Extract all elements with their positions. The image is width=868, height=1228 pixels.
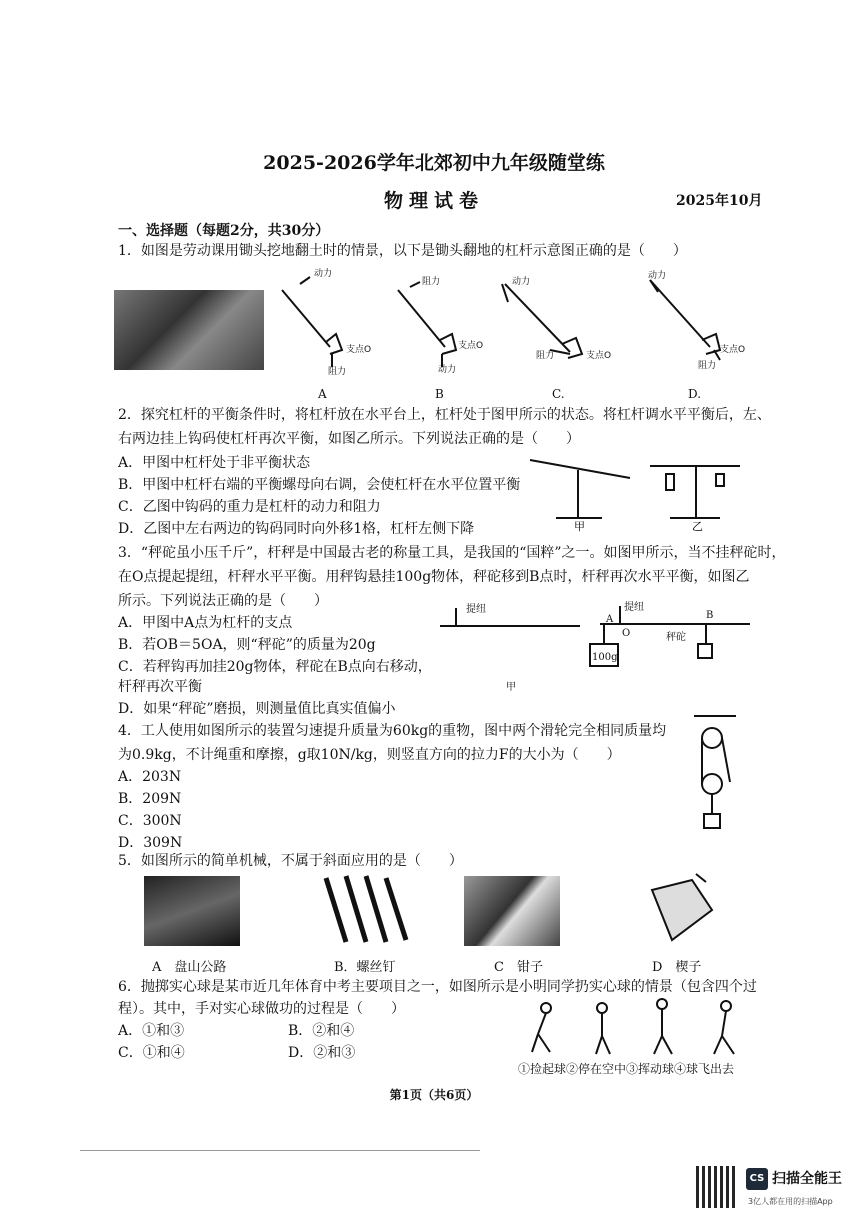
q4-option-d: D．309N (118, 835, 183, 851)
q6-option-d: D．②和③ (288, 1045, 356, 1061)
q6-line-2: 程）。其中，手对实心球做功的过程是（ ） (118, 1001, 405, 1017)
q5-option-b: B．螺丝钉 (334, 960, 396, 975)
q1-option-a: A (318, 387, 327, 401)
q6-option-a: A．①和③ (118, 1023, 185, 1039)
q5-option-c: C 钳子 (494, 960, 543, 975)
q3-line-3: 所示。下列说法正确的是（ ） (118, 593, 328, 609)
q1-label-fulcrum-c: 支点O (586, 351, 612, 361)
q1-label-resist-d: 阻力 (698, 361, 717, 371)
q1-label-resist-a: 阻力 (328, 367, 347, 377)
q3-line-1: 3．“秤砣虽小压千斤”，杆秤是中国最古老的称量工具，是我国的“国粹”之一。如图甲所示，当不挂秤砣时， (118, 545, 786, 561)
q1-label-power-b: 动力 (438, 365, 457, 375)
section-heading: 一、选择题（每题2分，共30分） (118, 223, 330, 239)
q3-label-a: A (606, 614, 614, 625)
q6-line-1: 6．抛掷实心球是某市近几年体育中考主要项目之一，如图所示是小明同学扔实心球的情景（包含四个过 (118, 979, 757, 995)
exam-title: 2025-2026学年北郊初中九年级随堂练 (263, 152, 605, 174)
q1-lever-diagrams (270, 262, 790, 402)
q1-label-power-a: 动力 (314, 269, 333, 279)
q3-option-c: C．若秤钩再加挂20g物体，秤砣在B点向右移动， (118, 659, 432, 675)
q1-label-resist-b: 阻力 (422, 277, 441, 287)
q2-option-d: D．乙图中左右两边的钩码同时向外移1格，杠杆左侧下降 (118, 521, 475, 537)
q3-label-weight: 秤砣 (666, 632, 686, 643)
q5-option-d: D 楔子 (652, 960, 702, 975)
q3-label-mass: 100g (592, 652, 618, 663)
q4-option-a: A．203N (118, 769, 182, 785)
q2-option-b: B．甲图中杠杆右端的平衡螺母向右调，会使杠杆在水平位置平衡 (118, 477, 521, 493)
q5-image-screws (316, 872, 416, 950)
q3-option-a: A．甲图中A点为杠杆的支点 (118, 615, 293, 631)
q1-stem: 1．如图是劳动课用锄头挖地翻土时的情景，以下是锄头翻地的杠杆示意图正确的是（ ） (118, 243, 687, 259)
q3-label-b: B (706, 610, 714, 621)
q6-option-c: C．①和④ (118, 1045, 185, 1061)
q2-fig-label-jia: 甲 (574, 520, 585, 532)
q5-stem: 5．如图所示的简单机械，不属于斜面应用的是（ ） (118, 853, 463, 869)
q4-option-b: B．209N (118, 791, 182, 807)
q1-option-c: C. (552, 387, 565, 401)
q6-figures (516, 996, 766, 1058)
q6-option-b: B．②和④ (288, 1023, 355, 1039)
q3-label-o: O (622, 628, 631, 639)
scanner-app-tagline: 3亿人都在用的扫描App (748, 1197, 833, 1206)
q1-photo (114, 290, 264, 370)
q2-line-1: 2．探究杠杆的平衡条件时，将杠杆放在水平台上，杠杆处于图甲所示的状态。将杠杆调水平平衡后，左、 (118, 407, 771, 423)
qr-code-icon (696, 1166, 738, 1208)
exam-date: 2025年10月 (676, 193, 763, 209)
scanner-app-name: 扫描全能王 (772, 1171, 842, 1187)
q3-label-knob-yi: 提纽 (624, 602, 644, 613)
q5-option-a: A 盘山公路 (152, 960, 227, 975)
q1-label-resist-c: 阻力 (536, 351, 555, 361)
q1-label-power-c: 动力 (512, 277, 531, 287)
cs-logo-icon: CS (746, 1168, 768, 1190)
q3-option-b: B．若OB＝5OA，则“秤砣”的质量为20g (118, 637, 376, 653)
q5-image-pliers (464, 876, 560, 946)
q1-label-fulcrum-b: 支点O (458, 341, 484, 351)
q2-line-2: 右两边挂上钩码使杠杆再次平衡，如图乙所示。下列说法正确的是（ ） (118, 431, 580, 447)
divider (80, 1150, 480, 1151)
q1-label-fulcrum-d: 支点O (720, 345, 746, 355)
q3-option-d: D．如果“秤砣”磨损，则测量值比真实值偏小 (118, 701, 396, 717)
q1-option-d: D. (688, 387, 702, 401)
exam-subtitle: 物理试卷 (383, 190, 484, 212)
q2-option-a: A．甲图中杠杆处于非平衡状态 (118, 455, 311, 471)
q5-image-mountain-road (144, 876, 240, 946)
q3-steelyard-figures (430, 600, 760, 696)
q2-lever-figures (520, 448, 760, 532)
q1-option-b: B (435, 387, 444, 401)
q3-label-knob-jia: 提纽 (466, 604, 486, 615)
q3-line-2: 在O点提起提纽，杆秤水平平衡。用秤钩悬挂100g物体，秤砣移到B点时，杆秤再次水平平衡，如图乙 (118, 569, 750, 585)
q4-option-c: C．300N (118, 813, 182, 829)
q2-fig-label-yi: 乙 (692, 520, 703, 532)
q4-line-2: 为0.9kg，不计绳重和摩擦，g取10N/kg，则竖直方向的拉力F的大小为（ ） (118, 747, 621, 763)
q4-line-1: 4．工人使用如图所示的装置匀速提升质量为60kg的重物，图中两个滑轮完全相同质量均 (118, 723, 667, 739)
q2-option-c: C．乙图中钩码的重力是杠杆的动力和阻力 (118, 499, 381, 515)
q3-option-c-cont: 杆秤再次平衡 (118, 679, 202, 695)
q6-stage-labels: ①捡起球②停在空中③挥动球④球飞出去 (518, 1062, 735, 1076)
q5-image-wedge (632, 870, 722, 950)
q4-pulley-figure (690, 712, 740, 836)
q1-label-power-d: 动力 (648, 271, 667, 281)
q3-label-jia: 甲 (506, 682, 516, 693)
q1-label-fulcrum-a: 支点O (346, 345, 372, 355)
page-footer: 第1页（共6页） (389, 1088, 479, 1102)
